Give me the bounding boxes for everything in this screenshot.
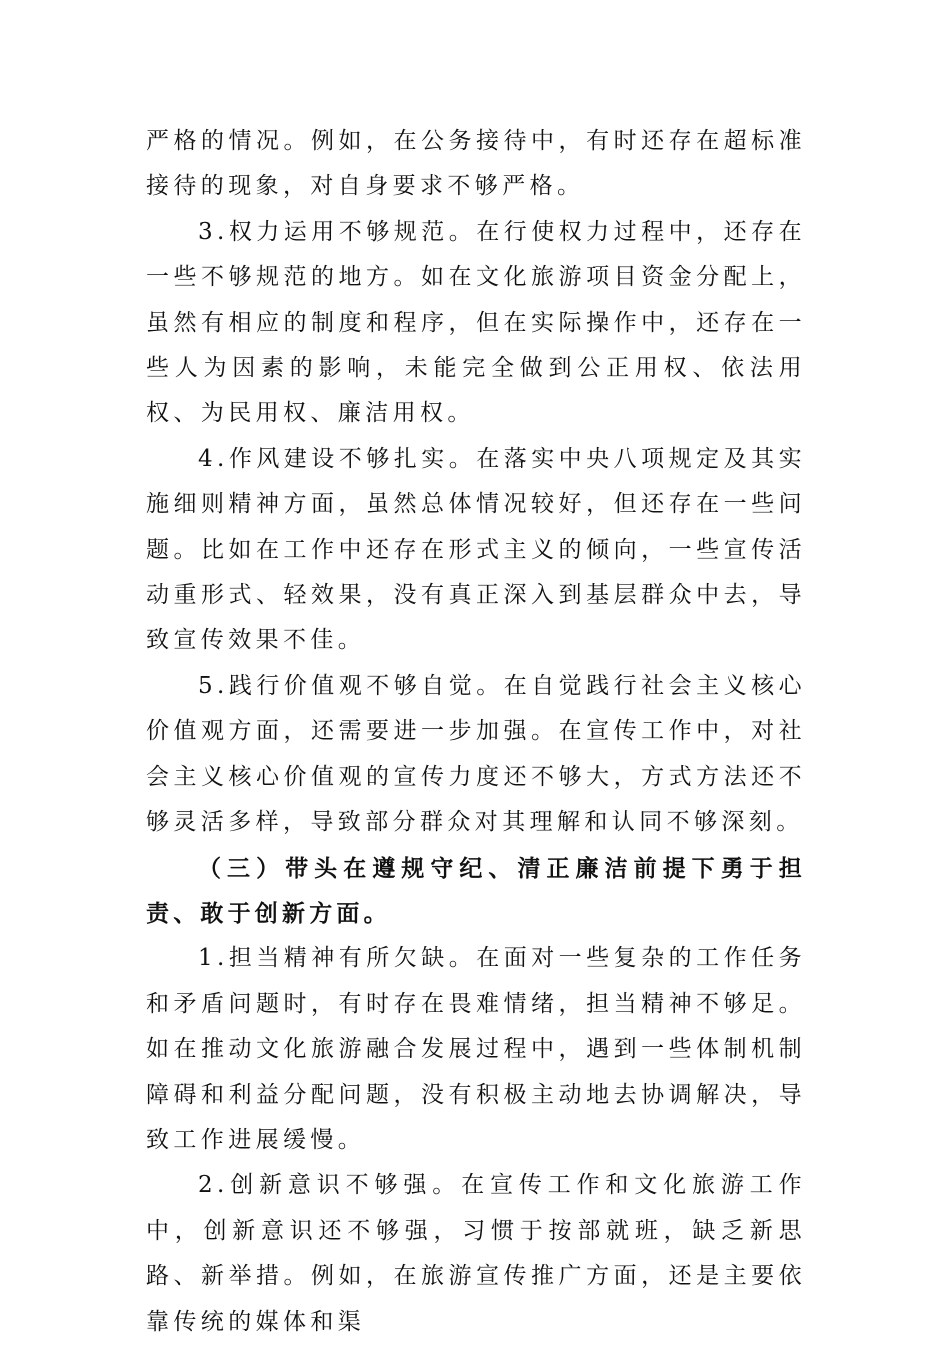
- paragraph-section3-item-2: 2.创新意识不够强。在宣传工作和文化旅游工作中，创新意识还不够强，习惯于按部就班，缺乏新思路、新举措。例如，在旅游宣传推广方面，还是主要依靠传统的媒体和渠: [146, 1172, 806, 1335]
- section-heading-3: （三）带头在遵规守纪、清正廉洁前提下勇于担责、敢于创新方面。: [146, 854, 806, 927]
- paragraph-continuation: 严格的情况。例如，在公务接待中，有时还存在超标准接待的现象，对自身要求不够严格。: [146, 128, 806, 200]
- paragraph-item-5: 5.践行价值观不够自觉。在自觉践行社会主义核心价值观方面，还需要进一步加强。在宣传工作中，对社会主义核心价值观的宣传力度还不够大，方式方法还不够灵活多样，导致部分群众对其理解和认同不够深刻。: [146, 672, 806, 836]
- document-body: [146, 119, 806, 1345]
- paragraph-item-4: 4.作风建设不够扎实。在落实中央八项规定及其实施细则精神方面，虽然总体情况较好，但还存在一些问题。比如在工作中还存在形式主义的倾向，一些宣传活动重形式、轻效果，没有真正深入到基层群众中去，导致宣传效果不佳。: [146, 445, 806, 654]
- paragraph-item-3: 3.权力运用不够规范。在行使权力过程中，还存在一些不够规范的地方。如在文化旅游项目资金分配上，虽然有相应的制度和程序，但在实际操作中，还存在一些人为因素的影响，未能完全做到公正用权、依法用权、为民用权、廉洁用权。: [146, 218, 806, 427]
- paragraph-section3-item-1: 1.担当精神有所欠缺。在面对一些复杂的工作任务和矛盾问题时，有时存在畏难情绪，担当精神不够足。如在推动文化旅游融合发展过程中，遇到一些体制机制障碍和利益分配问题，没有积极主动地去协调解决，导致工作进展缓慢。: [146, 945, 806, 1153]
